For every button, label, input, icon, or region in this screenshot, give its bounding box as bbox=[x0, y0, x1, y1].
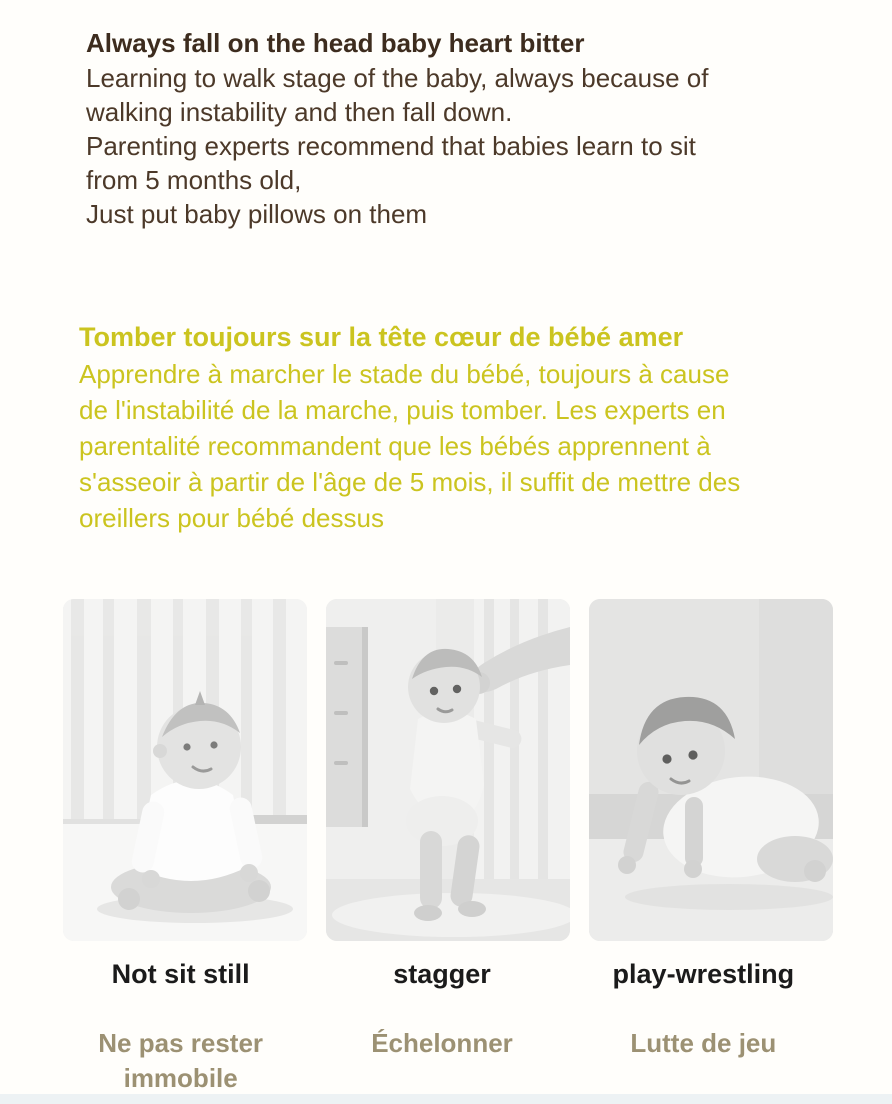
caption-english-not-sit-still: Not sit still bbox=[111, 959, 250, 989]
french-text-line: s'asseoir à partir de l'âge de 5 mois, il suffit de mettre des bbox=[79, 467, 741, 497]
caption-english-stagger: stagger bbox=[393, 959, 491, 989]
french-description-block bbox=[79, 318, 869, 536]
french-text-line: de l'instabilité de la marche, puis tomber. Les experts en bbox=[79, 395, 726, 425]
photo-row bbox=[63, 599, 833, 941]
caption-row-english bbox=[50, 957, 834, 991]
baby-sitting-illustration bbox=[63, 599, 307, 941]
english-text-line: Learning to walk stage of the baby, always because of bbox=[86, 63, 709, 93]
french-text-line: Apprendre à marcher le stade du bébé, toujours à cause bbox=[79, 359, 730, 389]
baby-crawling-illustration bbox=[589, 599, 833, 941]
photo-baby-walking-assisted bbox=[326, 599, 570, 941]
english-description-block bbox=[86, 26, 846, 231]
english-heading: Always fall on the head baby heart bitter bbox=[86, 28, 585, 58]
next-section-edge bbox=[0, 1094, 892, 1104]
caption-row-french bbox=[50, 1026, 834, 1096]
english-text-line: walking instability and then fall down. bbox=[86, 97, 513, 127]
photo-baby-crawling bbox=[589, 599, 833, 941]
french-text-line: parentalité recommandent que les bébés apprennent à bbox=[79, 431, 711, 461]
caption-french-lutte-de-jeu: Lutte de jeu bbox=[630, 1028, 777, 1058]
french-text-line: oreillers pour bébé dessus bbox=[79, 503, 384, 533]
photo-baby-sitting bbox=[63, 599, 307, 941]
caption-french-echelonner: Échelonner bbox=[371, 1028, 513, 1058]
caption-english-play-wrestling: play-wrestling bbox=[612, 959, 795, 989]
english-text-line: Just put baby pillows on them bbox=[86, 199, 428, 229]
french-heading: Tomber toujours sur la tête cœur de bébé amer bbox=[79, 322, 684, 352]
baby-walking-assisted-illustration bbox=[326, 599, 570, 941]
caption-french-ne-pas-rester-immobile: Ne pas rester immobile bbox=[98, 1028, 264, 1093]
english-text-line: from 5 months old, bbox=[86, 165, 302, 195]
english-text-line: Parenting experts recommend that babies learn to sit bbox=[86, 131, 696, 161]
